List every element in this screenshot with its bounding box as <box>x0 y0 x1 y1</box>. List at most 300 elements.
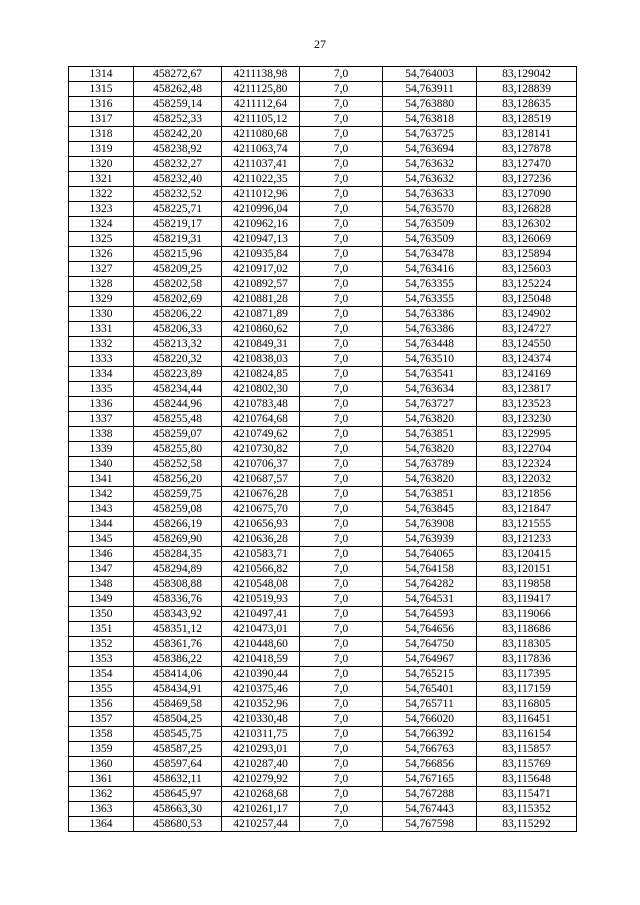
latitude-cell: 54,763789 <box>383 457 477 472</box>
y-coordinate-cell: 4210448,60 <box>222 637 300 652</box>
y-coordinate-cell: 4210849,31 <box>222 337 300 352</box>
x-coordinate-cell: 458238,92 <box>134 142 222 157</box>
height-cell: 7,0 <box>300 682 383 697</box>
y-coordinate-cell: 4210257,44 <box>222 817 300 832</box>
y-coordinate-cell: 4210583,71 <box>222 547 300 562</box>
latitude-cell: 54,766856 <box>383 757 477 772</box>
height-cell: 7,0 <box>300 577 383 592</box>
latitude-cell: 54,765215 <box>383 667 477 682</box>
latitude-cell: 54,765711 <box>383 697 477 712</box>
latitude-cell: 54,763694 <box>383 142 477 157</box>
longitude-cell: 83,123817 <box>477 382 577 397</box>
height-cell: 7,0 <box>300 427 383 442</box>
longitude-cell: 83,122324 <box>477 457 577 472</box>
x-coordinate-cell: 458259,07 <box>134 427 222 442</box>
latitude-cell: 54,763820 <box>383 412 477 427</box>
y-coordinate-cell: 4210881,28 <box>222 292 300 307</box>
y-coordinate-cell: 4210293,01 <box>222 742 300 757</box>
height-cell: 7,0 <box>300 817 383 832</box>
y-coordinate-cell: 4210824,85 <box>222 367 300 382</box>
latitude-cell: 54,763908 <box>383 517 477 532</box>
height-cell: 7,0 <box>300 802 383 817</box>
x-coordinate-cell: 458308,88 <box>134 577 222 592</box>
y-coordinate-cell: 4210706,37 <box>222 457 300 472</box>
point-number-cell: 1342 <box>69 487 134 502</box>
x-coordinate-cell: 458206,33 <box>134 322 222 337</box>
height-cell: 7,0 <box>300 592 383 607</box>
height-cell: 7,0 <box>300 352 383 367</box>
latitude-cell: 54,763448 <box>383 337 477 352</box>
latitude-cell: 54,763509 <box>383 232 477 247</box>
y-coordinate-cell: 4210947,13 <box>222 232 300 247</box>
latitude-cell: 54,765401 <box>383 682 477 697</box>
x-coordinate-cell: 458234,44 <box>134 382 222 397</box>
y-coordinate-cell: 4210802,30 <box>222 382 300 397</box>
point-number-cell: 1320 <box>69 157 134 172</box>
point-number-cell: 1364 <box>69 817 134 832</box>
y-coordinate-cell: 4210892,57 <box>222 277 300 292</box>
table-row <box>69 187 577 202</box>
longitude-cell: 83,119066 <box>477 607 577 622</box>
y-coordinate-cell: 4211037,41 <box>222 157 300 172</box>
point-number-cell: 1336 <box>69 397 134 412</box>
x-coordinate-cell: 458232,52 <box>134 187 222 202</box>
height-cell: 7,0 <box>300 217 383 232</box>
point-number-cell: 1339 <box>69 442 134 457</box>
point-number-cell: 1327 <box>69 262 134 277</box>
x-coordinate-cell: 458361,76 <box>134 637 222 652</box>
y-coordinate-cell: 4210676,28 <box>222 487 300 502</box>
x-coordinate-cell: 458663,30 <box>134 802 222 817</box>
point-number-cell: 1315 <box>69 82 134 97</box>
longitude-cell: 83,116451 <box>477 712 577 727</box>
height-cell: 7,0 <box>300 232 383 247</box>
longitude-cell: 83,116805 <box>477 697 577 712</box>
table-row <box>69 517 577 532</box>
point-number-cell: 1355 <box>69 682 134 697</box>
point-number-cell: 1360 <box>69 757 134 772</box>
x-coordinate-cell: 458244,96 <box>134 397 222 412</box>
x-coordinate-cell: 458351,12 <box>134 622 222 637</box>
latitude-cell: 54,763820 <box>383 472 477 487</box>
latitude-cell: 54,763478 <box>383 247 477 262</box>
height-cell: 7,0 <box>300 742 383 757</box>
table-row <box>69 337 577 352</box>
table-row <box>69 127 577 142</box>
point-number-cell: 1352 <box>69 637 134 652</box>
table-row <box>69 97 577 112</box>
y-coordinate-cell: 4210860,62 <box>222 322 300 337</box>
height-cell: 7,0 <box>300 397 383 412</box>
y-coordinate-cell: 4211112,64 <box>222 97 300 112</box>
height-cell: 7,0 <box>300 127 383 142</box>
latitude-cell: 54,764750 <box>383 637 477 652</box>
point-number-cell: 1348 <box>69 577 134 592</box>
y-coordinate-cell: 4210962,16 <box>222 217 300 232</box>
longitude-cell: 83,122995 <box>477 427 577 442</box>
x-coordinate-cell: 458232,27 <box>134 157 222 172</box>
table-row <box>69 772 577 787</box>
table-row <box>69 157 577 172</box>
longitude-cell: 83,124169 <box>477 367 577 382</box>
latitude-cell: 54,763355 <box>383 292 477 307</box>
table-row <box>69 802 577 817</box>
x-coordinate-cell: 458215,96 <box>134 247 222 262</box>
height-cell: 7,0 <box>300 547 383 562</box>
x-coordinate-cell: 458256,20 <box>134 472 222 487</box>
point-number-cell: 1349 <box>69 592 134 607</box>
point-number-cell: 1338 <box>69 427 134 442</box>
longitude-cell: 83,117836 <box>477 652 577 667</box>
table-row <box>69 727 577 742</box>
longitude-cell: 83,115292 <box>477 817 577 832</box>
y-coordinate-cell: 4210548,08 <box>222 577 300 592</box>
longitude-cell: 83,115857 <box>477 742 577 757</box>
point-number-cell: 1330 <box>69 307 134 322</box>
longitude-cell: 83,128635 <box>477 97 577 112</box>
x-coordinate-cell: 458255,80 <box>134 442 222 457</box>
height-cell: 7,0 <box>300 652 383 667</box>
table-row <box>69 277 577 292</box>
x-coordinate-cell: 458259,75 <box>134 487 222 502</box>
longitude-cell: 83,128141 <box>477 127 577 142</box>
longitude-cell: 83,127236 <box>477 172 577 187</box>
point-number-cell: 1325 <box>69 232 134 247</box>
height-cell: 7,0 <box>300 142 383 157</box>
latitude-cell: 54,764967 <box>383 652 477 667</box>
latitude-cell: 54,763818 <box>383 112 477 127</box>
longitude-cell: 83,119417 <box>477 592 577 607</box>
height-cell: 7,0 <box>300 82 383 97</box>
x-coordinate-cell: 458252,33 <box>134 112 222 127</box>
x-coordinate-cell: 458680,53 <box>134 817 222 832</box>
point-number-cell: 1318 <box>69 127 134 142</box>
latitude-cell: 54,763416 <box>383 262 477 277</box>
latitude-cell: 54,763725 <box>383 127 477 142</box>
latitude-cell: 54,763845 <box>383 502 477 517</box>
longitude-cell: 83,122704 <box>477 442 577 457</box>
height-cell: 7,0 <box>300 262 383 277</box>
y-coordinate-cell: 4210473,01 <box>222 622 300 637</box>
longitude-cell: 83,120415 <box>477 547 577 562</box>
table-row <box>69 547 577 562</box>
height-cell: 7,0 <box>300 277 383 292</box>
y-coordinate-cell: 4210375,46 <box>222 682 300 697</box>
y-coordinate-cell: 4210418,59 <box>222 652 300 667</box>
longitude-cell: 83,115471 <box>477 787 577 802</box>
table-row <box>69 232 577 247</box>
longitude-cell: 83,127090 <box>477 187 577 202</box>
height-cell: 7,0 <box>300 772 383 787</box>
x-coordinate-cell: 458504,25 <box>134 712 222 727</box>
table-row <box>69 607 577 622</box>
latitude-cell: 54,766392 <box>383 727 477 742</box>
coordinates-table <box>68 66 577 832</box>
latitude-cell: 54,764158 <box>383 562 477 577</box>
y-coordinate-cell: 4210330,48 <box>222 712 300 727</box>
point-number-cell: 1316 <box>69 97 134 112</box>
table-row <box>69 412 577 427</box>
latitude-cell: 54,763570 <box>383 202 477 217</box>
table-row <box>69 427 577 442</box>
latitude-cell: 54,766020 <box>383 712 477 727</box>
x-coordinate-cell: 458632,11 <box>134 772 222 787</box>
longitude-cell: 83,115769 <box>477 757 577 772</box>
y-coordinate-cell: 4211063,74 <box>222 142 300 157</box>
longitude-cell: 83,129042 <box>477 67 577 82</box>
height-cell: 7,0 <box>300 442 383 457</box>
x-coordinate-cell: 458266,19 <box>134 517 222 532</box>
latitude-cell: 54,764003 <box>383 67 477 82</box>
table-row <box>69 712 577 727</box>
longitude-cell: 83,127878 <box>477 142 577 157</box>
latitude-cell: 54,763386 <box>383 322 477 337</box>
table-row <box>69 562 577 577</box>
y-coordinate-cell: 4210636,28 <box>222 532 300 547</box>
height-cell: 7,0 <box>300 457 383 472</box>
x-coordinate-cell: 458272,67 <box>134 67 222 82</box>
height-cell: 7,0 <box>300 247 383 262</box>
point-number-cell: 1356 <box>69 697 134 712</box>
latitude-cell: 54,763851 <box>383 487 477 502</box>
table-row <box>69 322 577 337</box>
point-number-cell: 1351 <box>69 622 134 637</box>
longitude-cell: 83,117159 <box>477 682 577 697</box>
page-number: 27 <box>314 37 326 51</box>
table-row <box>69 67 577 82</box>
table-row <box>69 667 577 682</box>
x-coordinate-cell: 458242,20 <box>134 127 222 142</box>
y-coordinate-cell: 4210287,40 <box>222 757 300 772</box>
y-coordinate-cell: 4211022,35 <box>222 172 300 187</box>
table-row <box>69 472 577 487</box>
longitude-cell: 83,121233 <box>477 532 577 547</box>
y-coordinate-cell: 4210783,48 <box>222 397 300 412</box>
table-row <box>69 577 577 592</box>
longitude-cell: 83,117395 <box>477 667 577 682</box>
latitude-cell: 54,763541 <box>383 367 477 382</box>
height-cell: 7,0 <box>300 487 383 502</box>
y-coordinate-cell: 4210279,92 <box>222 772 300 787</box>
table-row <box>69 172 577 187</box>
latitude-cell: 54,764282 <box>383 577 477 592</box>
point-number-cell: 1328 <box>69 277 134 292</box>
table-row <box>69 592 577 607</box>
y-coordinate-cell: 4210311,75 <box>222 727 300 742</box>
height-cell: 7,0 <box>300 667 383 682</box>
x-coordinate-cell: 458252,58 <box>134 457 222 472</box>
longitude-cell: 83,125603 <box>477 262 577 277</box>
longitude-cell: 83,121555 <box>477 517 577 532</box>
point-number-cell: 1350 <box>69 607 134 622</box>
height-cell: 7,0 <box>300 637 383 652</box>
latitude-cell: 54,763509 <box>383 217 477 232</box>
height-cell: 7,0 <box>300 322 383 337</box>
point-number-cell: 1363 <box>69 802 134 817</box>
point-number-cell: 1332 <box>69 337 134 352</box>
x-coordinate-cell: 458545,75 <box>134 727 222 742</box>
height-cell: 7,0 <box>300 202 383 217</box>
height-cell: 7,0 <box>300 622 383 637</box>
y-coordinate-cell: 4210656,93 <box>222 517 300 532</box>
x-coordinate-cell: 458259,08 <box>134 502 222 517</box>
table-row <box>69 442 577 457</box>
height-cell: 7,0 <box>300 382 383 397</box>
y-coordinate-cell: 4211125,80 <box>222 82 300 97</box>
point-number-cell: 1317 <box>69 112 134 127</box>
height-cell: 7,0 <box>300 607 383 622</box>
latitude-cell: 54,763851 <box>383 427 477 442</box>
point-number-cell: 1362 <box>69 787 134 802</box>
x-coordinate-cell: 458284,35 <box>134 547 222 562</box>
table-row <box>69 217 577 232</box>
point-number-cell: 1323 <box>69 202 134 217</box>
height-cell: 7,0 <box>300 157 383 172</box>
point-number-cell: 1331 <box>69 322 134 337</box>
longitude-cell: 83,122032 <box>477 472 577 487</box>
longitude-cell: 83,128839 <box>477 82 577 97</box>
x-coordinate-cell: 458262,48 <box>134 82 222 97</box>
point-number-cell: 1334 <box>69 367 134 382</box>
table-row <box>69 247 577 262</box>
longitude-cell: 83,124727 <box>477 322 577 337</box>
point-number-cell: 1329 <box>69 292 134 307</box>
x-coordinate-cell: 458645,97 <box>134 787 222 802</box>
table-row <box>69 532 577 547</box>
x-coordinate-cell: 458587,25 <box>134 742 222 757</box>
longitude-cell: 83,116154 <box>477 727 577 742</box>
x-coordinate-cell: 458206,22 <box>134 307 222 322</box>
table-row <box>69 352 577 367</box>
table-row <box>69 142 577 157</box>
y-coordinate-cell: 4210871,89 <box>222 307 300 322</box>
point-number-cell: 1358 <box>69 727 134 742</box>
x-coordinate-cell: 458219,31 <box>134 232 222 247</box>
point-number-cell: 1353 <box>69 652 134 667</box>
latitude-cell: 54,763727 <box>383 397 477 412</box>
table-row <box>69 697 577 712</box>
latitude-cell: 54,764593 <box>383 607 477 622</box>
table-row <box>69 397 577 412</box>
latitude-cell: 54,763632 <box>383 172 477 187</box>
y-coordinate-cell: 4211080,68 <box>222 127 300 142</box>
point-number-cell: 1319 <box>69 142 134 157</box>
height-cell: 7,0 <box>300 562 383 577</box>
longitude-cell: 83,124902 <box>477 307 577 322</box>
longitude-cell: 83,118305 <box>477 637 577 652</box>
height-cell: 7,0 <box>300 472 383 487</box>
y-coordinate-cell: 4210749,62 <box>222 427 300 442</box>
longitude-cell: 83,115648 <box>477 772 577 787</box>
height-cell: 7,0 <box>300 172 383 187</box>
height-cell: 7,0 <box>300 697 383 712</box>
height-cell: 7,0 <box>300 67 383 82</box>
latitude-cell: 54,763820 <box>383 442 477 457</box>
x-coordinate-cell: 458294,89 <box>134 562 222 577</box>
table-row <box>69 502 577 517</box>
latitude-cell: 54,763632 <box>383 157 477 172</box>
longitude-cell: 83,126828 <box>477 202 577 217</box>
height-cell: 7,0 <box>300 187 383 202</box>
table-row <box>69 262 577 277</box>
y-coordinate-cell: 4210390,44 <box>222 667 300 682</box>
y-coordinate-cell: 4211138,98 <box>222 67 300 82</box>
x-coordinate-cell: 458202,58 <box>134 277 222 292</box>
table-row <box>69 682 577 697</box>
point-number-cell: 1343 <box>69 502 134 517</box>
point-number-cell: 1354 <box>69 667 134 682</box>
point-number-cell: 1314 <box>69 67 134 82</box>
latitude-cell: 54,767443 <box>383 802 477 817</box>
y-coordinate-cell: 4210730,82 <box>222 442 300 457</box>
table-body <box>69 67 577 832</box>
table-row <box>69 817 577 832</box>
longitude-cell: 83,126069 <box>477 232 577 247</box>
point-number-cell: 1345 <box>69 532 134 547</box>
latitude-cell: 54,763510 <box>383 352 477 367</box>
height-cell: 7,0 <box>300 367 383 382</box>
y-coordinate-cell: 4210268,68 <box>222 787 300 802</box>
longitude-cell: 83,125894 <box>477 247 577 262</box>
y-coordinate-cell: 4210764,68 <box>222 412 300 427</box>
point-number-cell: 1344 <box>69 517 134 532</box>
y-coordinate-cell: 4210687,57 <box>222 472 300 487</box>
x-coordinate-cell: 458255,48 <box>134 412 222 427</box>
latitude-cell: 54,767288 <box>383 787 477 802</box>
x-coordinate-cell: 458220,32 <box>134 352 222 367</box>
point-number-cell: 1322 <box>69 187 134 202</box>
latitude-cell: 54,763634 <box>383 382 477 397</box>
longitude-cell: 83,121856 <box>477 487 577 502</box>
height-cell: 7,0 <box>300 712 383 727</box>
latitude-cell: 54,763386 <box>383 307 477 322</box>
x-coordinate-cell: 458336,76 <box>134 592 222 607</box>
x-coordinate-cell: 458223,89 <box>134 367 222 382</box>
latitude-cell: 54,764531 <box>383 592 477 607</box>
longitude-cell: 83,120151 <box>477 562 577 577</box>
x-coordinate-cell: 458225,71 <box>134 202 222 217</box>
table-row <box>69 487 577 502</box>
height-cell: 7,0 <box>300 97 383 112</box>
point-number-cell: 1324 <box>69 217 134 232</box>
y-coordinate-cell: 4210566,82 <box>222 562 300 577</box>
point-number-cell: 1341 <box>69 472 134 487</box>
y-coordinate-cell: 4210675,70 <box>222 502 300 517</box>
point-number-cell: 1326 <box>69 247 134 262</box>
point-number-cell: 1359 <box>69 742 134 757</box>
height-cell: 7,0 <box>300 292 383 307</box>
table-row <box>69 202 577 217</box>
x-coordinate-cell: 458259,14 <box>134 97 222 112</box>
latitude-cell: 54,767598 <box>383 817 477 832</box>
height-cell: 7,0 <box>300 307 383 322</box>
height-cell: 7,0 <box>300 727 383 742</box>
table-row <box>69 757 577 772</box>
point-number-cell: 1333 <box>69 352 134 367</box>
longitude-cell: 83,121847 <box>477 502 577 517</box>
point-number-cell: 1357 <box>69 712 134 727</box>
y-coordinate-cell: 4210996,04 <box>222 202 300 217</box>
table-row <box>69 652 577 667</box>
latitude-cell: 54,763911 <box>383 82 477 97</box>
x-coordinate-cell: 458209,25 <box>134 262 222 277</box>
point-number-cell: 1337 <box>69 412 134 427</box>
latitude-cell: 54,763939 <box>383 532 477 547</box>
y-coordinate-cell: 4210935,84 <box>222 247 300 262</box>
longitude-cell: 83,125048 <box>477 292 577 307</box>
x-coordinate-cell: 458386,22 <box>134 652 222 667</box>
height-cell: 7,0 <box>300 337 383 352</box>
